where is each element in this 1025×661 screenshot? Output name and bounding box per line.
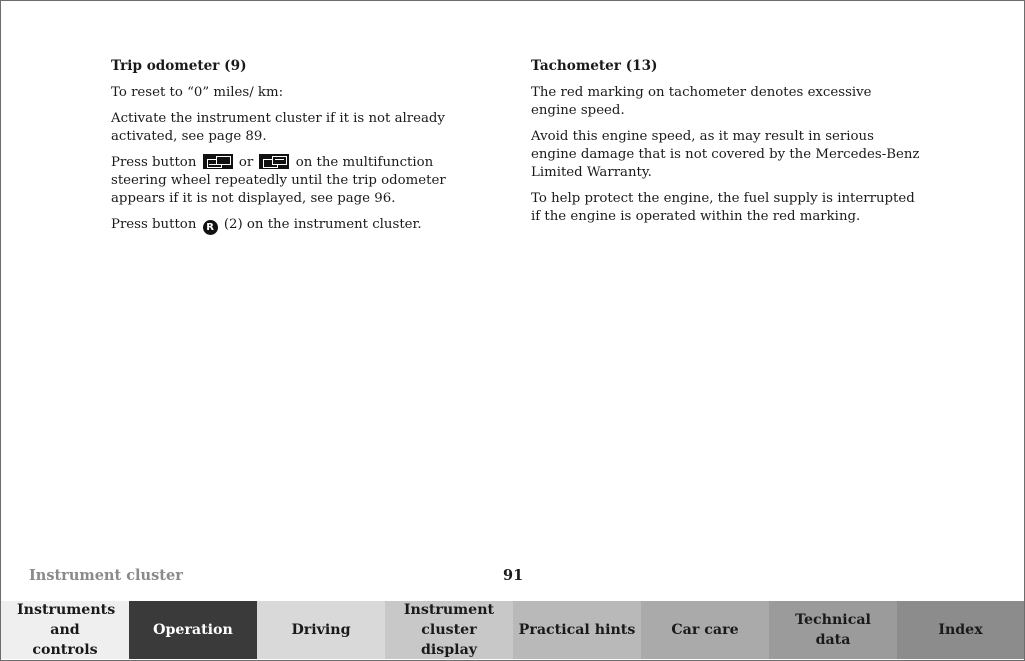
text: (2) on the instrument cluster. bbox=[223, 217, 422, 232]
tab-label: Technical data bbox=[795, 612, 871, 648]
tab-label: Driving bbox=[291, 622, 351, 638]
tab-practical-hints[interactable] bbox=[513, 601, 641, 659]
page-number: 91 bbox=[503, 567, 524, 584]
paragraph: The red marking on tachometer denotes excessive engine speed. bbox=[531, 85, 872, 118]
text: Press button bbox=[111, 155, 197, 170]
tab-index[interactable] bbox=[897, 601, 1024, 659]
tab-label: Practical hints bbox=[518, 622, 636, 638]
tab-label: Index bbox=[938, 622, 983, 638]
tab-car-care[interactable] bbox=[641, 601, 769, 659]
text: or bbox=[238, 155, 254, 170]
text: on the multifunction steering wheel repeatedly until the trip odometer appears if it is not displayed, see page 96. bbox=[111, 155, 446, 206]
footer-section-title: Instrument cluster bbox=[29, 567, 183, 584]
tab-label: Operation bbox=[153, 622, 233, 638]
text: Press button bbox=[111, 217, 197, 232]
reset-button-icon: R bbox=[203, 220, 218, 235]
tab-operation[interactable] bbox=[129, 601, 257, 659]
tab-label: Car care bbox=[671, 622, 739, 638]
display-forward-button-icon bbox=[203, 154, 233, 169]
tab-label: Instrument cluster display bbox=[403, 602, 495, 658]
paragraph bbox=[111, 216, 461, 235]
section-heading: Tachometer (13) bbox=[531, 58, 658, 74]
tab-instruments-and-controls[interactable] bbox=[1, 601, 129, 659]
paragraph: Activate the instrument cluster if it is not already activated, see page 89. bbox=[111, 111, 445, 144]
tab-technical-data[interactable] bbox=[769, 601, 897, 659]
tachometer-section bbox=[531, 57, 921, 234]
section-heading: Trip odometer (9) bbox=[111, 58, 247, 74]
paragraph: To help protect the engine, the fuel supply is interrupted if the engine is operated within the red marking. bbox=[531, 191, 915, 224]
paragraph: To reset to “0” miles/ km: bbox=[111, 85, 284, 100]
display-back-button-icon bbox=[259, 154, 289, 169]
paragraph: Avoid this engine speed, as it may result in serious engine damage that is not covered by the Mercedes-Benz Limited Warranty. bbox=[531, 129, 920, 180]
tab-driving[interactable] bbox=[257, 601, 385, 659]
tab-instrument-cluster-display[interactable] bbox=[385, 601, 513, 659]
chapter-tab-bar bbox=[1, 601, 1024, 659]
tab-label: Instruments and controls bbox=[17, 602, 116, 658]
trip-odometer-section bbox=[111, 57, 461, 243]
paragraph bbox=[111, 154, 461, 208]
